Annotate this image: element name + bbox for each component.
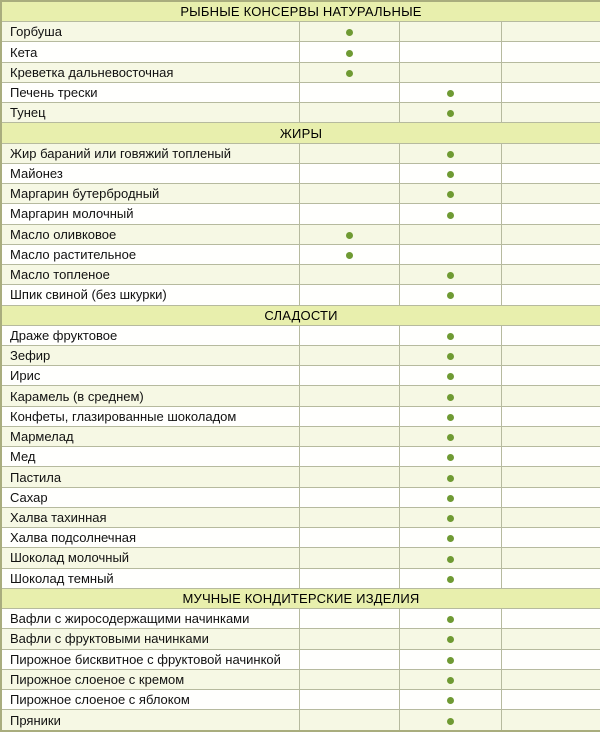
mark-cell-col2 xyxy=(399,386,501,406)
mark-cell-col3 xyxy=(501,163,600,183)
mark-cell-col3 xyxy=(501,285,600,305)
mark-cell-col2 xyxy=(399,548,501,568)
food-item-label: Конфеты, глазированные шоколадом xyxy=(1,406,299,426)
mark-cell-col1 xyxy=(299,62,399,82)
marker-dot-icon xyxy=(447,697,454,704)
mark-cell-col2 xyxy=(399,62,501,82)
mark-cell-col2 xyxy=(399,568,501,588)
food-item-label: Кета xyxy=(1,42,299,62)
marker-dot-icon xyxy=(447,333,454,340)
table-row xyxy=(1,689,600,709)
food-item-label: Печень трески xyxy=(1,82,299,102)
table-row xyxy=(1,528,600,548)
mark-cell-col1 xyxy=(299,366,399,386)
mark-cell-col3 xyxy=(501,346,600,366)
mark-cell-col2 xyxy=(399,346,501,366)
mark-cell-col3 xyxy=(501,406,600,426)
section-header: РЫБНЫЕ КОНСЕРВЫ НАТУРАЛЬНЫЕ xyxy=(1,1,600,22)
marker-dot-icon xyxy=(346,29,353,36)
marker-dot-icon xyxy=(447,191,454,198)
mark-cell-col1 xyxy=(299,507,399,527)
mark-cell-col2 xyxy=(399,244,501,264)
mark-cell-col3 xyxy=(501,467,600,487)
mark-cell-col1 xyxy=(299,143,399,163)
food-item-label: Сахар xyxy=(1,487,299,507)
mark-cell-col3 xyxy=(501,669,600,689)
food-item-label: Зефир xyxy=(1,346,299,366)
marker-dot-icon xyxy=(447,718,454,725)
mark-cell-col3 xyxy=(501,689,600,709)
marker-dot-icon xyxy=(447,495,454,502)
mark-cell-col3 xyxy=(501,366,600,386)
food-item-label: Пастила xyxy=(1,467,299,487)
mark-cell-col2 xyxy=(399,82,501,102)
marker-dot-icon xyxy=(447,636,454,643)
mark-cell-col2 xyxy=(399,22,501,42)
food-item-label: Халва подсолнечная xyxy=(1,528,299,548)
table-row xyxy=(1,548,600,568)
mark-cell-col1 xyxy=(299,103,399,123)
food-item-label: Маргарин бутербродный xyxy=(1,184,299,204)
mark-cell-col1 xyxy=(299,82,399,102)
mark-cell-col3 xyxy=(501,629,600,649)
marker-dot-icon xyxy=(447,373,454,380)
mark-cell-col3 xyxy=(501,325,600,345)
table-row xyxy=(1,507,600,527)
mark-cell-col2 xyxy=(399,204,501,224)
mark-cell-col2 xyxy=(399,265,501,285)
mark-cell-col2 xyxy=(399,163,501,183)
table-row xyxy=(1,184,600,204)
food-item-label: Шоколад молочный xyxy=(1,548,299,568)
mark-cell-col2 xyxy=(399,467,501,487)
mark-cell-col2 xyxy=(399,103,501,123)
mark-cell-col1 xyxy=(299,204,399,224)
table-row xyxy=(1,426,600,446)
food-item-label: Мед xyxy=(1,447,299,467)
mark-cell-col3 xyxy=(501,568,600,588)
mark-cell-col1 xyxy=(299,669,399,689)
mark-cell-col1 xyxy=(299,447,399,467)
mark-cell-col3 xyxy=(501,224,600,244)
mark-cell-col1 xyxy=(299,689,399,709)
mark-cell-col3 xyxy=(501,507,600,527)
mark-cell-col1 xyxy=(299,184,399,204)
food-item-label: Вафли с жиросодержащими начинками xyxy=(1,609,299,629)
mark-cell-col1 xyxy=(299,406,399,426)
table-row xyxy=(1,224,600,244)
marker-dot-icon xyxy=(447,616,454,623)
section-header-row xyxy=(1,1,600,22)
table-row xyxy=(1,649,600,669)
marker-dot-icon xyxy=(447,414,454,421)
mark-cell-col3 xyxy=(501,82,600,102)
mark-cell-col3 xyxy=(501,426,600,446)
mark-cell-col3 xyxy=(501,62,600,82)
mark-cell-col3 xyxy=(501,528,600,548)
mark-cell-col1 xyxy=(299,548,399,568)
marker-dot-icon xyxy=(447,434,454,441)
mark-cell-col3 xyxy=(501,143,600,163)
marker-dot-icon xyxy=(346,70,353,77)
food-item-label: Креветка дальневосточная xyxy=(1,62,299,82)
marker-dot-icon xyxy=(447,535,454,542)
marker-dot-icon xyxy=(447,677,454,684)
food-item-label: Ирис xyxy=(1,366,299,386)
food-item-label: Халва тахинная xyxy=(1,507,299,527)
mark-cell-col1 xyxy=(299,568,399,588)
mark-cell-col1 xyxy=(299,163,399,183)
marker-dot-icon xyxy=(447,556,454,563)
table-row xyxy=(1,467,600,487)
table-row xyxy=(1,386,600,406)
table-row xyxy=(1,629,600,649)
mark-cell-col2 xyxy=(399,366,501,386)
food-item-label: Шоколад темный xyxy=(1,568,299,588)
mark-cell-col3 xyxy=(501,447,600,467)
table-row xyxy=(1,204,600,224)
marker-dot-icon xyxy=(346,252,353,259)
mark-cell-col1 xyxy=(299,285,399,305)
mark-cell-col3 xyxy=(501,609,600,629)
section-header: ЖИРЫ xyxy=(1,123,600,143)
mark-cell-col2 xyxy=(399,285,501,305)
food-item-label: Пирожное слоеное с яблоком xyxy=(1,689,299,709)
food-item-label: Пирожное бисквитное с фруктовой начинкой xyxy=(1,649,299,669)
food-item-label: Шпик свиной (без шкурки) xyxy=(1,285,299,305)
food-item-label: Маргарин молочный xyxy=(1,204,299,224)
table-row xyxy=(1,285,600,305)
mark-cell-col2 xyxy=(399,710,501,731)
marker-dot-icon xyxy=(447,515,454,522)
mark-cell-col2 xyxy=(399,487,501,507)
mark-cell-col2 xyxy=(399,406,501,426)
mark-cell-col2 xyxy=(399,689,501,709)
mark-cell-col2 xyxy=(399,629,501,649)
food-item-label: Драже фруктовое xyxy=(1,325,299,345)
mark-cell-col1 xyxy=(299,265,399,285)
section-header: МУЧНЫЕ КОНДИТЕРСКИЕ ИЗДЕЛИЯ xyxy=(1,588,600,608)
food-item-label: Масло топленое xyxy=(1,265,299,285)
food-item-label: Пирожное слоеное с кремом xyxy=(1,669,299,689)
mark-cell-col3 xyxy=(501,548,600,568)
mark-cell-col2 xyxy=(399,42,501,62)
marker-dot-icon xyxy=(447,454,454,461)
table-row xyxy=(1,103,600,123)
mark-cell-col2 xyxy=(399,609,501,629)
table-row xyxy=(1,244,600,264)
food-item-label: Майонез xyxy=(1,163,299,183)
mark-cell-col2 xyxy=(399,184,501,204)
food-item-label: Карамель (в среднем) xyxy=(1,386,299,406)
mark-cell-col3 xyxy=(501,103,600,123)
marker-dot-icon xyxy=(447,212,454,219)
mark-cell-col2 xyxy=(399,325,501,345)
table-row xyxy=(1,346,600,366)
section-header-row xyxy=(1,123,600,143)
table-row xyxy=(1,325,600,345)
table-row xyxy=(1,669,600,689)
mark-cell-col1 xyxy=(299,346,399,366)
table-row xyxy=(1,143,600,163)
food-item-label: Мармелад xyxy=(1,426,299,446)
mark-cell-col1 xyxy=(299,487,399,507)
mark-cell-col3 xyxy=(501,244,600,264)
marker-dot-icon xyxy=(447,272,454,279)
table-row xyxy=(1,406,600,426)
table-row xyxy=(1,42,600,62)
table-row xyxy=(1,265,600,285)
table-row xyxy=(1,710,600,731)
mark-cell-col1 xyxy=(299,609,399,629)
table-row xyxy=(1,62,600,82)
marker-dot-icon xyxy=(447,394,454,401)
food-item-label: Жир бараний или говяжий топленый xyxy=(1,143,299,163)
mark-cell-col2 xyxy=(399,143,501,163)
mark-cell-col2 xyxy=(399,507,501,527)
mark-cell-col1 xyxy=(299,426,399,446)
mark-cell-col1 xyxy=(299,467,399,487)
mark-cell-col3 xyxy=(501,204,600,224)
mark-cell-col2 xyxy=(399,649,501,669)
mark-cell-col1 xyxy=(299,629,399,649)
mark-cell-col3 xyxy=(501,42,600,62)
mark-cell-col3 xyxy=(501,710,600,731)
food-item-label: Горбуша xyxy=(1,22,299,42)
mark-cell-col1 xyxy=(299,649,399,669)
mark-cell-col1 xyxy=(299,528,399,548)
mark-cell-col1 xyxy=(299,386,399,406)
table-row xyxy=(1,447,600,467)
food-item-label: Масло растительное xyxy=(1,244,299,264)
marker-dot-icon xyxy=(447,475,454,482)
marker-dot-icon xyxy=(447,110,454,117)
table-row xyxy=(1,487,600,507)
table-row xyxy=(1,82,600,102)
table-row xyxy=(1,22,600,42)
table-row xyxy=(1,568,600,588)
food-item-label: Масло оливковое xyxy=(1,224,299,244)
mark-cell-col2 xyxy=(399,426,501,446)
table-row xyxy=(1,366,600,386)
food-item-label: Вафли с фруктовыми начинками xyxy=(1,629,299,649)
mark-cell-col3 xyxy=(501,487,600,507)
marker-dot-icon xyxy=(447,171,454,178)
marker-dot-icon xyxy=(346,50,353,57)
marker-dot-icon xyxy=(447,353,454,360)
mark-cell-col1 xyxy=(299,224,399,244)
marker-dot-icon xyxy=(447,576,454,583)
mark-cell-col1 xyxy=(299,22,399,42)
mark-cell-col2 xyxy=(399,669,501,689)
mark-cell-col2 xyxy=(399,528,501,548)
food-item-label: Тунец xyxy=(1,103,299,123)
mark-cell-col2 xyxy=(399,224,501,244)
table-row xyxy=(1,163,600,183)
mark-cell-col1 xyxy=(299,325,399,345)
mark-cell-col3 xyxy=(501,265,600,285)
mark-cell-col3 xyxy=(501,386,600,406)
marker-dot-icon xyxy=(447,90,454,97)
section-header: СЛАДОСТИ xyxy=(1,305,600,325)
marker-dot-icon xyxy=(447,151,454,158)
mark-cell-col1 xyxy=(299,710,399,731)
food-item-label: Пряники xyxy=(1,710,299,731)
mark-cell-col1 xyxy=(299,244,399,264)
mark-cell-col1 xyxy=(299,42,399,62)
section-header-row xyxy=(1,588,600,608)
table-row xyxy=(1,609,600,629)
mark-cell-col3 xyxy=(501,184,600,204)
mark-cell-col2 xyxy=(399,447,501,467)
mark-cell-col3 xyxy=(501,22,600,42)
mark-cell-col3 xyxy=(501,649,600,669)
marker-dot-icon xyxy=(447,292,454,299)
marker-dot-icon xyxy=(346,232,353,239)
section-header-row xyxy=(1,305,600,325)
marker-dot-icon xyxy=(447,657,454,664)
